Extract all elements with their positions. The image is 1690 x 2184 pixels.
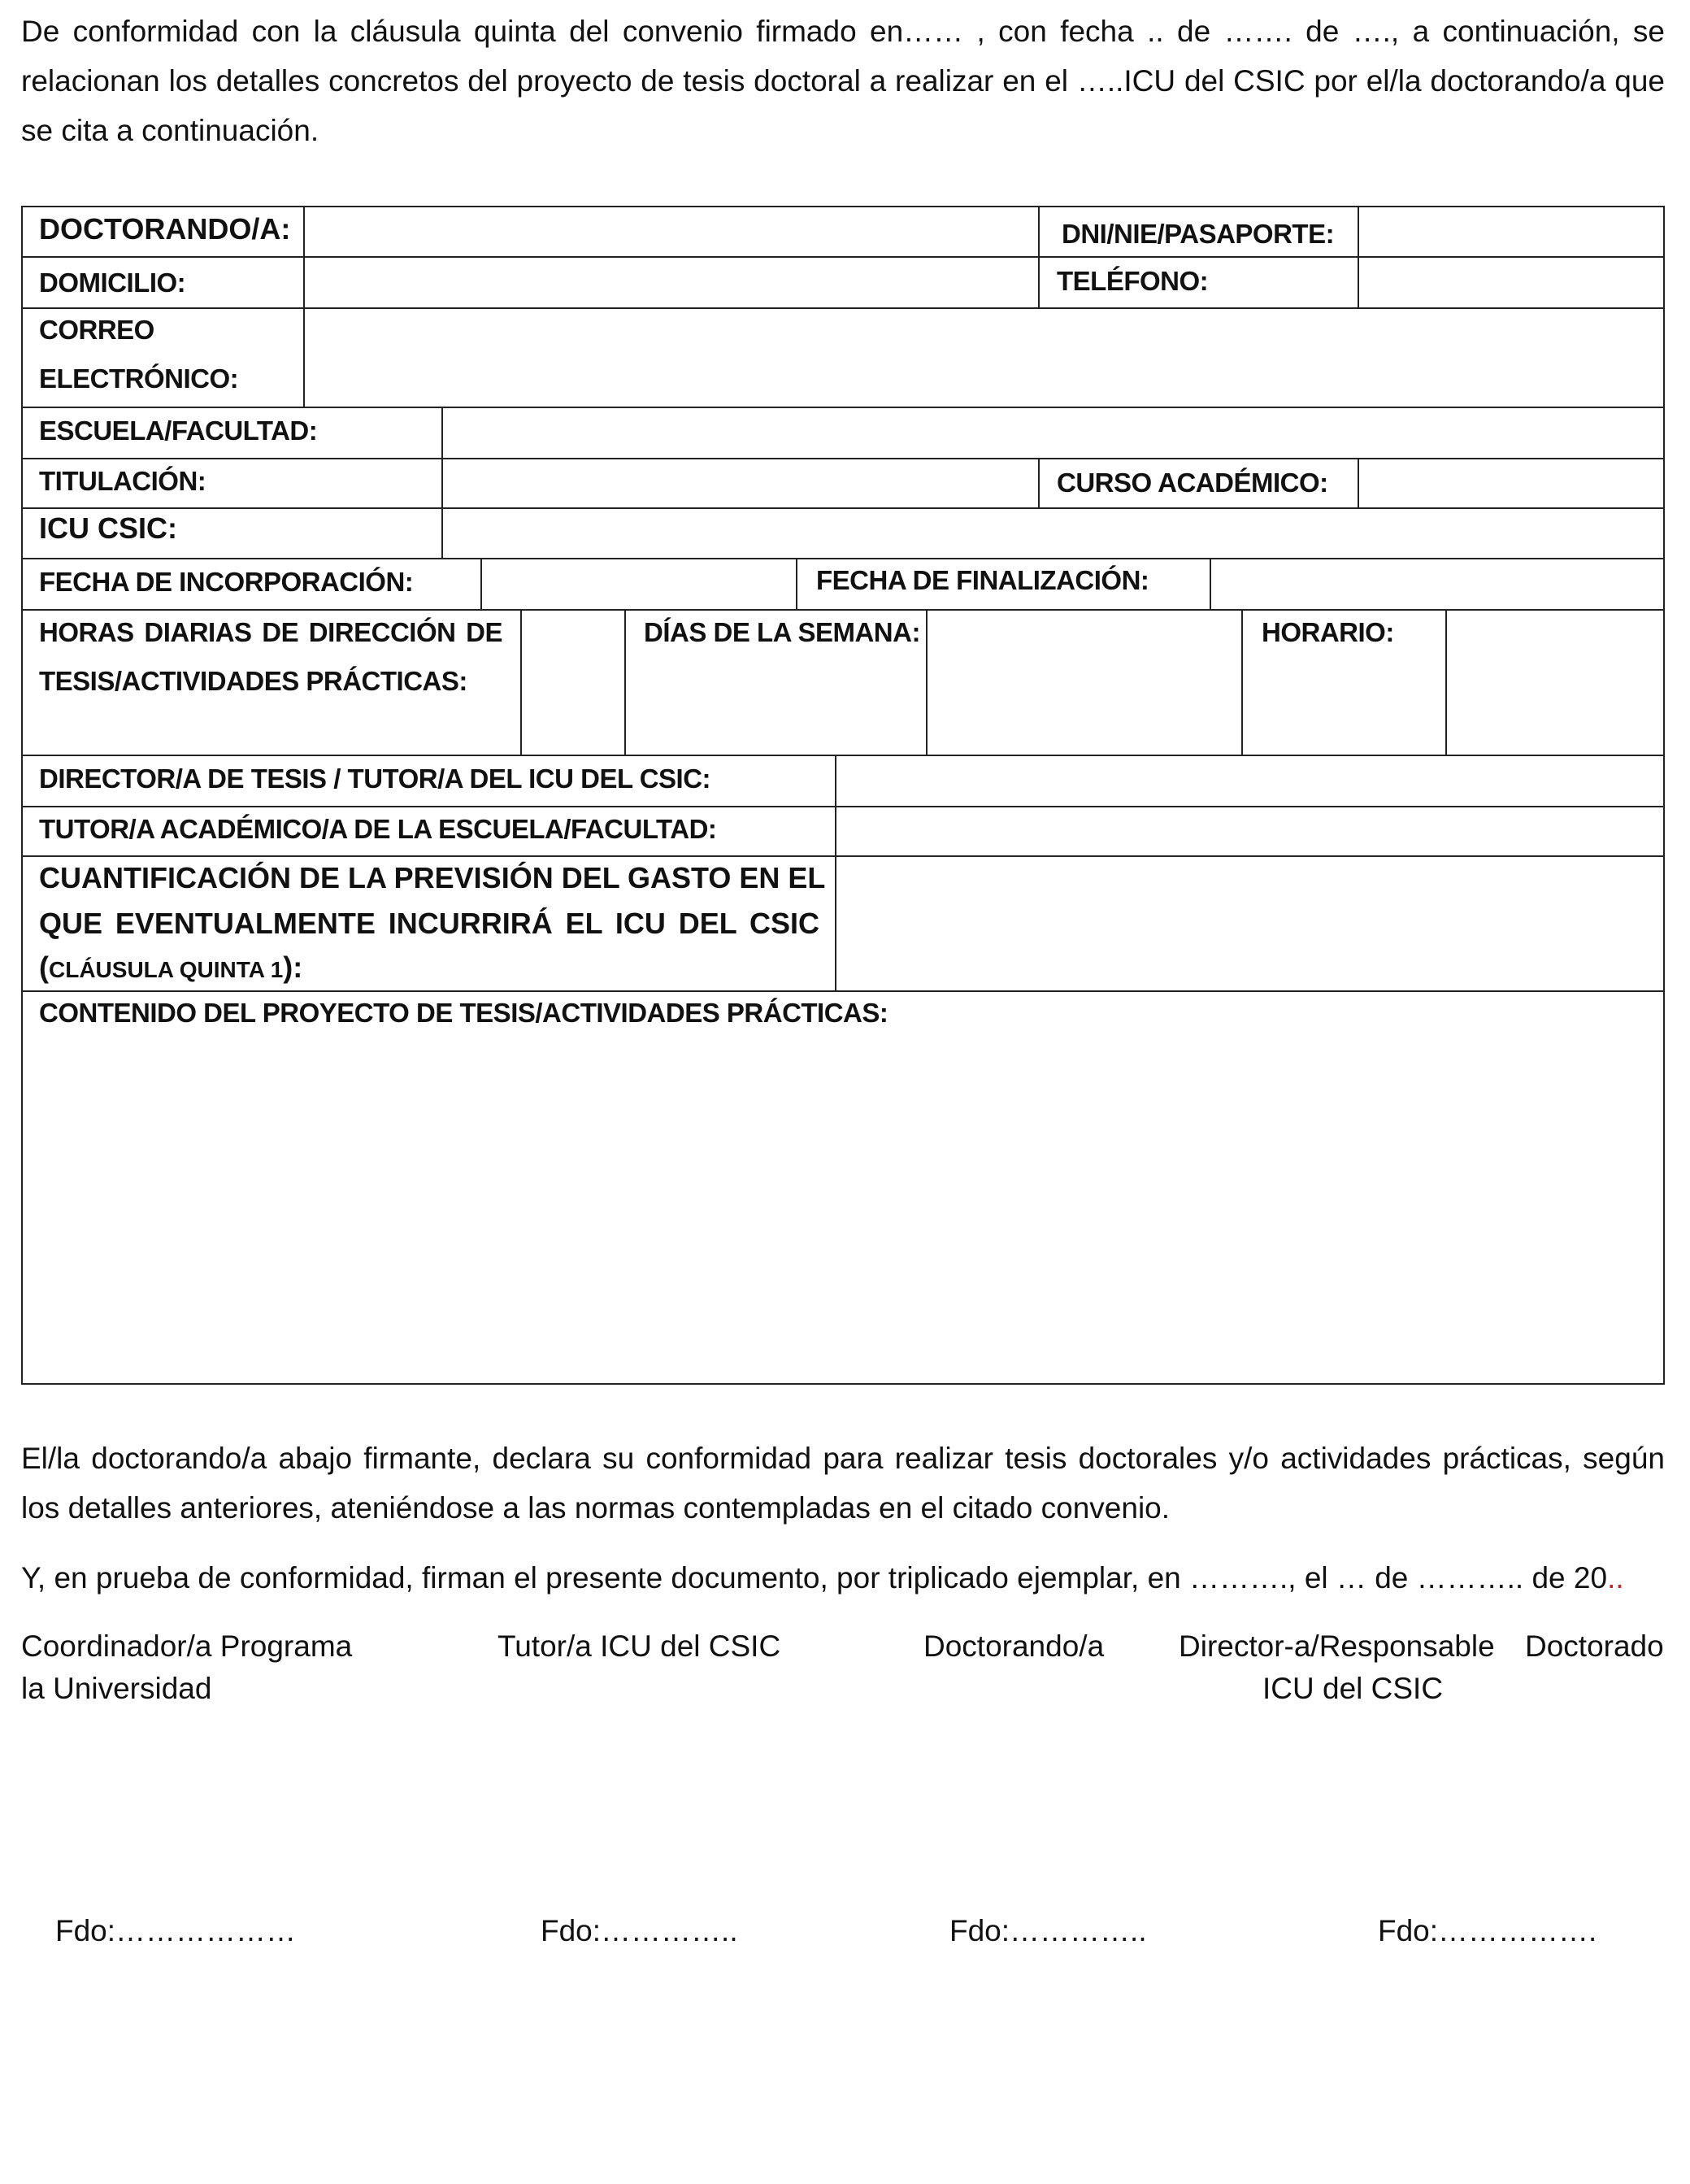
sig-director-line-1: Director-a/Responsable bbox=[1179, 1629, 1495, 1663]
telefono-label: TELÉFONO: bbox=[1057, 266, 1209, 296]
clausula-ref: CLÁUSULA QUINTA 1 bbox=[49, 957, 284, 982]
form-table bbox=[21, 206, 1665, 1385]
dias-field[interactable] bbox=[928, 611, 1241, 755]
tutor-field[interactable] bbox=[836, 807, 1663, 855]
cuantificacion-label-line-1: CUANTIFICACIÓN DE LA PREVISIÓN DEL GASTO EN EL bbox=[39, 861, 826, 894]
correo-label-line-2: ELECTRÓNICO: bbox=[39, 363, 239, 394]
declaration-line-2: los detalles anteriores, ateniéndose a las normas contempladas en el citado convenio. bbox=[21, 1491, 1171, 1525]
domicilio-field[interactable] bbox=[305, 258, 1038, 307]
declaration-line-1: El/la doctorando/a abajo firmante, declara su conformidad para realizar tesis doctorales y/o actividades prácticas, según bbox=[21, 1442, 1665, 1475]
horario-label: HORARIO: bbox=[1262, 617, 1394, 647]
titulacion-label: TITULACIÓN: bbox=[39, 466, 206, 496]
fdo-doctorando: Fdo:………….. bbox=[949, 1914, 1147, 1947]
doctorando-label: DOCTORANDO/A: bbox=[39, 212, 291, 246]
intro-line-3: se cita a continuación. bbox=[21, 114, 319, 147]
contenido-label: CONTENIDO DEL PROYECTO DE TESIS/ACTIVIDADES PRÁCTICAS: bbox=[39, 998, 888, 1028]
dias-label: DÍAS DE LA SEMANA: bbox=[644, 617, 920, 647]
sig-coordinador-line-1: Coordinador/a Programa bbox=[21, 1629, 353, 1663]
declaration-line-3-text: Y, en prueba de conformidad, firman el presente documento, por triplicado ejemplar, en ………., el … de ……….. de 20 bbox=[21, 1561, 1608, 1594]
dni-label: DNI/NIE/PASAPORTE: bbox=[1062, 219, 1335, 249]
declaration-line-3 bbox=[21, 1553, 1665, 1603]
cuantificacion-field[interactable] bbox=[836, 857, 1663, 990]
cuantificacion-label-line-3 bbox=[39, 951, 302, 987]
horario-field[interactable] bbox=[1447, 611, 1663, 755]
sig-doctorado: Doctorado bbox=[1525, 1629, 1664, 1663]
curso-field[interactable] bbox=[1359, 459, 1663, 507]
declaration-line-3-red: .. bbox=[1607, 1561, 1624, 1594]
icu-field[interactable] bbox=[443, 509, 1663, 558]
fdo-director: Fdo:……………. bbox=[1378, 1914, 1597, 1947]
sig-tutor: Tutor/a ICU del CSIC bbox=[497, 1629, 781, 1663]
tutor-label: TUTOR/A ACADÉMICO/A DE LA ESCUELA/FACULTAD: bbox=[39, 814, 717, 844]
escuela-label: ESCUELA/FACULTAD: bbox=[39, 415, 318, 446]
correo-field[interactable] bbox=[305, 309, 1663, 407]
fdo-coordinador: Fdo:……………… bbox=[55, 1914, 297, 1947]
domicilio-label: DOMICILIO: bbox=[39, 268, 186, 298]
curso-label: CURSO ACADÉMICO: bbox=[1057, 468, 1328, 498]
intro-line-1: De conformidad con la cláusula quinta del convenio firmado en…… , con fecha .. de ……. de …., a continuación, se bbox=[21, 15, 1665, 48]
dni-field[interactable] bbox=[1359, 207, 1663, 256]
clausula-open: ( bbox=[39, 951, 49, 984]
fecha-finalizacion-field[interactable] bbox=[1211, 559, 1663, 609]
sig-doctorando: Doctorando/a bbox=[923, 1629, 1105, 1663]
horas-label-line-1: HORAS DIARIAS DE DIRECCIÓN DE bbox=[39, 617, 502, 647]
fecha-incorporacion-field[interactable] bbox=[482, 559, 796, 609]
cuantificacion-label-line-2: QUE EVENTUALMENTE INCURRIRÁ EL ICU DEL CSIC bbox=[39, 907, 819, 940]
director-label: DIRECTOR/A DE TESIS / TUTOR/A DEL ICU DEL CSIC: bbox=[39, 764, 711, 794]
fdo-tutor: Fdo:………….. bbox=[541, 1914, 738, 1947]
fecha-finalizacion-label: FECHA DE FINALIZACIÓN: bbox=[816, 565, 1149, 595]
escuela-field[interactable] bbox=[443, 408, 1663, 458]
correo-label-line-1: CORREO bbox=[39, 315, 154, 345]
titulacion-field[interactable] bbox=[443, 459, 1038, 507]
horas-label-line-2: TESIS/ACTIVIDADES PRÁCTICAS: bbox=[39, 666, 467, 696]
icu-label: ICU CSIC: bbox=[39, 511, 177, 545]
clausula-close: ): bbox=[283, 951, 303, 984]
doctorando-field[interactable] bbox=[305, 207, 1038, 256]
sig-director-line-2: ICU del CSIC bbox=[1262, 1672, 1444, 1705]
horas-field[interactable] bbox=[522, 611, 624, 755]
telefono-field[interactable] bbox=[1359, 258, 1663, 307]
contenido-field[interactable] bbox=[23, 1037, 1663, 1383]
intro-line-2: relacionan los detalles concretos del proyecto de tesis doctoral a realizar en el …..ICU del CSIC por el/la doctorando/a que bbox=[21, 64, 1665, 98]
director-field[interactable] bbox=[836, 756, 1663, 806]
fecha-incorporacion-label: FECHA DE INCORPORACIÓN: bbox=[39, 567, 414, 597]
sig-coordinador-line-2: la Universidad bbox=[21, 1672, 212, 1705]
